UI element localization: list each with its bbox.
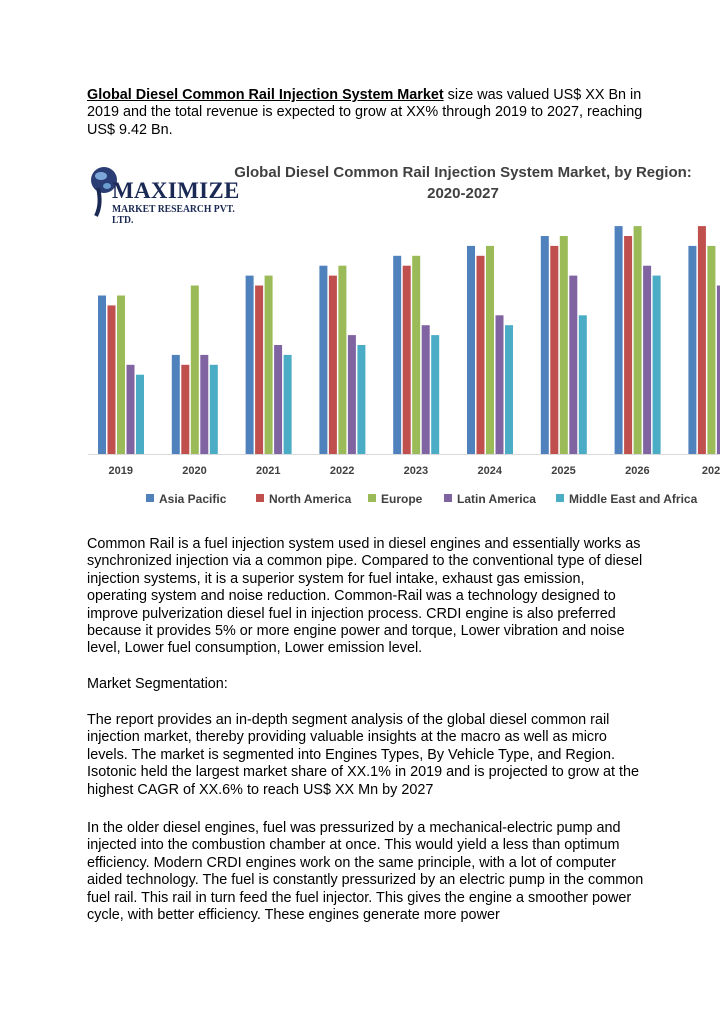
legend-swatch <box>368 494 376 502</box>
market-chart-figure <box>86 152 720 517</box>
legend-swatch <box>556 494 564 502</box>
x-tick-label: 2025 <box>551 465 576 477</box>
legend-swatch <box>444 494 452 502</box>
bar-middle-east-and-africa-2021 <box>284 355 292 454</box>
bar-latin-america-2019 <box>127 365 135 454</box>
bar-north-america-2026 <box>624 236 632 454</box>
bar-middle-east-and-africa-2026 <box>653 276 661 454</box>
bar-north-america-202 <box>698 226 706 454</box>
bar-middle-east-and-africa-2025 <box>579 315 587 454</box>
bar-north-america-2023 <box>403 266 411 454</box>
bar-middle-east-and-africa-2019 <box>136 375 144 454</box>
intro-text: size was valued US$ XX Bn in 2019 and the total revenue is expected to grow at XX% through 2019 to 2027, reaching US$ 9.42 Bn. <box>87 87 643 138</box>
bar-europe-2020 <box>191 286 199 455</box>
bar-europe-2019 <box>117 296 125 455</box>
bar-latin-america-2024 <box>496 315 504 454</box>
x-tick-label: 2019 <box>108 465 134 477</box>
bar-latin-america-2026 <box>643 266 651 454</box>
legend-swatch <box>146 494 154 502</box>
bar-europe-2026 <box>634 226 642 454</box>
x-tick-label: 2020 <box>182 465 207 477</box>
bar-chart <box>86 152 720 482</box>
legend-item <box>256 492 351 506</box>
bar-middle-east-and-africa-2024 <box>505 325 513 454</box>
logo-wordmark: MAXIMIZE <box>112 178 240 203</box>
bar-asia-pacific-2025 <box>541 236 549 454</box>
crdi-description-paragraph: Common Rail is a fuel injection system used in diesel engines and essentially works as synchronized injection via a common pipe. Compared to the conventional type of diesel injection systems, it is a superior system for fuel intake, exhaust gas emission, operating system and noise reduction. Common-Rail was a technology designed to improve pulverization diesel fuel in injection process. CRDI engine is also preferred because it provides 5% or more engine power and torque, Lower vibration and noise level, Lower fuel consumption, Lower emission level. <box>87 536 643 657</box>
bar-asia-pacific-2019 <box>98 296 106 455</box>
bar-asia-pacific-2021 <box>246 276 254 454</box>
bar-latin-america-2023 <box>422 325 430 454</box>
legend-item <box>368 492 422 506</box>
bar-asia-pacific-2022 <box>319 266 327 454</box>
bar-north-america-2022 <box>329 276 337 454</box>
older-engines-paragraph: In the older diesel engines, fuel was pressurized by a mechanical-electric pump and injected into the combustion chamber at once. This would yield a less than optimum efficiency. Modern CRDI engines work on the same principle, with a lot of computer aided technology. The fuel is constantly pressurized by an electric pump in the common fuel rail. This rail in turn feed the fuel injector. This gives the engine a smoother power cycle, with better efficiency. These engines generate more power <box>87 820 644 924</box>
chart-title-years: 2020-2027 <box>427 185 499 202</box>
logo-subtitle: MARKET RESEARCH PVT. LTD. <box>112 204 235 226</box>
bar-asia-pacific-2024 <box>467 246 475 454</box>
chart-legend <box>146 492 720 508</box>
legend-label: Middle East and Africa <box>569 492 698 506</box>
x-tick-label: 2024 <box>477 465 503 477</box>
bar-middle-east-and-africa-2020 <box>210 365 218 454</box>
bar-latin-america-2021 <box>274 345 282 454</box>
bar-north-america-2024 <box>477 256 485 454</box>
bar-north-america-2019 <box>108 305 116 454</box>
segmentation-heading: Market Segmentation: <box>87 676 228 692</box>
bar-asia-pacific-2026 <box>615 226 623 454</box>
bar-middle-east-and-africa-2022 <box>357 345 365 454</box>
bar-latin-america-2020 <box>200 355 208 454</box>
x-tick-label: 2022 <box>329 465 355 477</box>
x-tick-label: 2023 <box>403 465 429 477</box>
segmentation-paragraph: The report provides an in-depth segment analysis of the global diesel common rail injection market, thereby providing valuable insights at the macro as well as micro levels. The market is segmented into Engines Types, By Vehicle Type, and Region. Isotonic held the largest market share of XX.1% in 2019 and is projected to grow at the highest CAGR of XX.6% to reach US$ XX Mn by 2027 <box>87 712 639 798</box>
report-title-link[interactable]: Global Diesel Common Rail Injection System Market <box>87 87 444 103</box>
x-tick-label: 202 <box>701 465 720 477</box>
bar-latin-america-2025 <box>569 276 577 454</box>
legend-label: Latin America <box>457 492 536 506</box>
intro-paragraph <box>87 87 647 139</box>
bar-north-america-2025 <box>550 246 558 454</box>
bar-middle-east-and-africa-2023 <box>431 335 439 454</box>
legend-label: Asia Pacific <box>159 492 227 506</box>
legend-item <box>146 492 226 506</box>
x-tick-label: 2026 <box>625 465 650 477</box>
chart-title: Global Diesel Common Rail Injection System Market, by Region: <box>234 164 692 181</box>
bar-north-america-2021 <box>255 286 263 455</box>
legend-swatch <box>256 494 264 502</box>
bar-europe-2024 <box>486 246 494 454</box>
legend-label: North America <box>269 492 352 506</box>
bar-latin-america-2022 <box>348 335 356 454</box>
bar-europe-2025 <box>560 236 568 454</box>
bar-asia-pacific-2023 <box>393 256 401 454</box>
legend-label: Europe <box>381 492 423 506</box>
bar-asia-pacific-2020 <box>172 355 180 454</box>
bar-europe-2022 <box>338 266 346 454</box>
bar-europe-2023 <box>412 256 420 454</box>
legend-item <box>556 492 697 506</box>
legend-item <box>444 492 536 506</box>
bar-europe-202 <box>707 246 715 454</box>
x-tick-label: 2021 <box>256 465 281 477</box>
bar-europe-2021 <box>265 276 273 454</box>
bar-asia-pacific-202 <box>688 246 696 454</box>
bar-north-america-2020 <box>181 365 189 454</box>
